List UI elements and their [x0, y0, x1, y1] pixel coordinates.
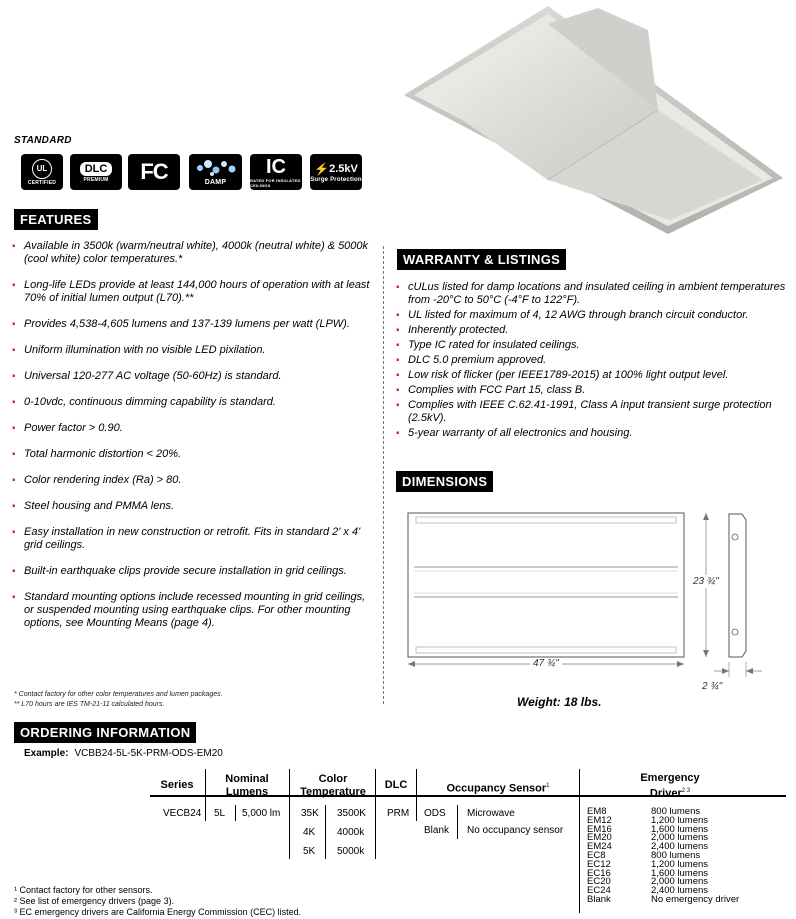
dlc-icon: DLC [80, 162, 113, 176]
color-code: 4K [303, 827, 316, 838]
warranty-list [396, 281, 788, 442]
warranty-item: ▪ Complies with FCC Part 15, class B. [396, 384, 788, 397]
ul-certified-badge [21, 154, 63, 190]
warranty-item: ▪ Low risk of flicker (per IEEE1789-2015) at 100% light output level. [396, 369, 788, 382]
column-separator [235, 805, 236, 821]
column-separator [579, 769, 580, 913]
emergency-code: EM12 [587, 814, 612, 826]
emergency-code: EC8 [587, 849, 606, 861]
features-footnote-1: * Contact factory for other color temperatures and lumen packages. [14, 691, 223, 698]
damp-caption: DAMP [204, 179, 227, 186]
lumen-value: 5,000 lm [242, 808, 281, 819]
dlc-caption: PREMIUM [83, 176, 109, 183]
color-code: 5K [303, 846, 316, 857]
feature-item: ▪ Total harmonic distortion < 20%. [12, 448, 372, 461]
warranty-item: ▪ UL listed for maximum of 4, 12 AWG through branch circuit conductor. [396, 309, 788, 322]
emergency-code: EM16 [587, 823, 612, 835]
height-dimension: 23 ¾" [693, 576, 719, 587]
warranty-item: ▪ DLC 5.0 premium approved. [396, 354, 788, 367]
emergency-code: Blank [587, 893, 611, 905]
emergency-code: EC16 [587, 867, 611, 879]
header-color-line2: Temperature [300, 786, 366, 798]
header-occupancy-sup: 1 [546, 783, 550, 789]
occupancy-code: Blank [424, 825, 450, 836]
emergency-code: EC24 [587, 885, 611, 897]
fcc-badge [128, 154, 180, 190]
column-divider [383, 246, 384, 704]
example-label: Example: [24, 748, 69, 759]
emergency-value: 1,600 lumens [651, 823, 709, 835]
feature-item: ▪ Provides 4,538-4,605 lumens and 137-139 lumens per watt (LPW). [12, 318, 372, 331]
warranty-item: ▪ Complies with IEEE C.62.41-1991, Class A input transient surge protection (2.5kV). [396, 399, 788, 425]
surge-caption: Surge Protection [310, 176, 362, 183]
occupancy-value: No occupancy sensor [467, 825, 564, 836]
occupancy-code: ODS [424, 808, 446, 819]
column-separator [416, 769, 417, 821]
features-footnote-2: ** L70 hours are IES TM-21-11 calculated hours. [14, 701, 165, 708]
emergency-code: EC20 [587, 876, 611, 888]
weight-label: Weight: 18 lbs. [517, 695, 602, 709]
features-list [12, 240, 372, 630]
header-lumens-line1: Nominal [225, 773, 269, 785]
ul-icon [32, 159, 52, 179]
header-emergency-sup: 2 3 [681, 788, 691, 794]
emergency-value: 1,600 lumens [651, 867, 709, 879]
dlc-value: PRM [387, 808, 410, 819]
color-value: 3500K [337, 808, 366, 819]
column-separator [375, 769, 376, 859]
ul-caption: CERTIFIED [27, 179, 57, 186]
example-line [24, 748, 223, 759]
ic-rated-badge [250, 154, 302, 190]
header-lumens-line2: Lumens [225, 786, 269, 798]
ul-text: UL [36, 164, 48, 173]
emergency-code: EM20 [587, 832, 612, 844]
dimensions-header: DIMENSIONS [396, 471, 493, 492]
color-value: 5000k [337, 846, 365, 857]
column-separator [457, 805, 458, 839]
ordering-note: ¹ Contact factory for other sensors. [14, 885, 153, 895]
dlc-premium-badge [70, 154, 122, 190]
header-color [292, 773, 374, 799]
width-dimension: 47 ¾" [530, 658, 562, 669]
emergency-value: 1,200 lumens [651, 858, 709, 870]
depth-dimension: 2 ¾" [702, 681, 723, 692]
fcc-icon: FC [140, 159, 168, 184]
lumen-code: 5L [214, 808, 226, 819]
ordering-header: ORDERING INFORMATION [14, 722, 196, 743]
emergency-value: 2,400 lumens [651, 885, 709, 897]
column-separator [289, 769, 290, 859]
standard-label: STANDARD [14, 135, 72, 146]
header-occupancy-text: Occupancy Sensor [446, 782, 547, 795]
header-color-line1: Color [318, 773, 348, 785]
emergency-value: 2,400 lumens [651, 841, 709, 853]
header-dlc: DLC [384, 779, 408, 791]
emergency-value: 1,200 lumens [651, 814, 709, 826]
warranty-header: WARRANTY & LISTINGS [397, 249, 566, 270]
emergency-value: 800 lumens [651, 849, 701, 861]
emergency-code: EM24 [587, 841, 612, 853]
warranty-item: ▪ Type IC rated for insulated ceilings. [396, 339, 788, 352]
example-value: VCBB24-5L-5K-PRM-ODS-EM20 [74, 748, 223, 759]
header-series: Series [160, 779, 194, 791]
dimension-drawing [396, 505, 792, 690]
header-emergency [582, 772, 758, 801]
emergency-values [651, 808, 739, 905]
color-value: 4000k [337, 827, 365, 838]
feature-item: ▪ 0-10vdc, continuous dimming capability is standard. [12, 396, 372, 409]
emergency-code: EC12 [587, 858, 611, 870]
surge-protection-badge [310, 154, 362, 190]
emergency-codes [587, 808, 612, 905]
feature-item: ▪ Uniform illumination with no visible LED pixilation. [12, 344, 372, 357]
surge-value: 2.5kV [329, 162, 358, 175]
ic-caption: RATED FOR INSULATED CEILINGS [250, 177, 301, 188]
water-drops-icon [194, 158, 238, 178]
ic-icon: IC [266, 155, 286, 178]
color-code: 35K [301, 808, 319, 819]
feature-item: ▪ Universal 120-277 AC voltage (50-60Hz) is standard. [12, 370, 372, 383]
feature-item: ▪ Available in 3500k (warm/neutral white), 4000k (neutral white) & 5000k (cool white) color temperatures.* [12, 240, 372, 266]
feature-item: ▪ Long-life LEDs provide at least 144,000 hours of operation with at least 70% of initial lumen output (L70).** [12, 279, 372, 305]
lightning-icon: ⚡ [314, 161, 330, 176]
column-separator [205, 769, 206, 821]
emergency-value: 2,000 lumens [651, 876, 709, 888]
ordering-note: ² See list of emergency drivers (page 3). [14, 896, 175, 906]
warranty-item: ▪ cULus listed for damp locations and insulated ceiling in ambient temperatures from -20°C to 50°C (-4°F to 122°F). [396, 281, 788, 307]
feature-item: ▪ Easy installation in new construction or retrofit. Fits in standard 2' x 4' grid ceilings. [12, 526, 372, 552]
feature-item: ▪ Power factor > 0.90. [12, 422, 372, 435]
ordering-note: ³ EC emergency drivers are California Energy Commission (CEC) listed. [14, 907, 302, 917]
warranty-item: ▪ Inherently protected. [396, 324, 788, 337]
feature-item: ▪ Built-in earthquake clips provide secure installation in grid ceilings. [12, 565, 372, 578]
series-value: VECB24 [163, 808, 202, 819]
header-lumens [207, 773, 287, 799]
emergency-code: EM8 [587, 806, 607, 817]
emergency-value: 800 lumens [651, 806, 701, 817]
header-emergency-line2: Driver [649, 787, 682, 800]
column-separator [325, 805, 326, 859]
occupancy-value: Microwave [467, 808, 515, 819]
emergency-value: No emergency driver [651, 893, 740, 905]
header-occupancy [418, 780, 578, 796]
warranty-item: ▪ 5-year warranty of all electronics and housing. [396, 427, 788, 440]
feature-item: ▪ Color rendering index (Ra) > 80. [12, 474, 372, 487]
product-photo [398, 0, 796, 236]
features-header: FEATURES [14, 209, 98, 230]
header-emergency-line1: Emergency [640, 772, 700, 784]
feature-item: ▪ Standard mounting options include recessed mounting in grid ceilings, or suspended mounting using earthquake clips. For other mounting options, see Mounting Means (page 4). [12, 591, 372, 630]
feature-item: ▪ Steel housing and PMMA lens. [12, 500, 372, 513]
damp-badge [189, 154, 242, 190]
emergency-value: 2,000 lumens [651, 832, 709, 844]
